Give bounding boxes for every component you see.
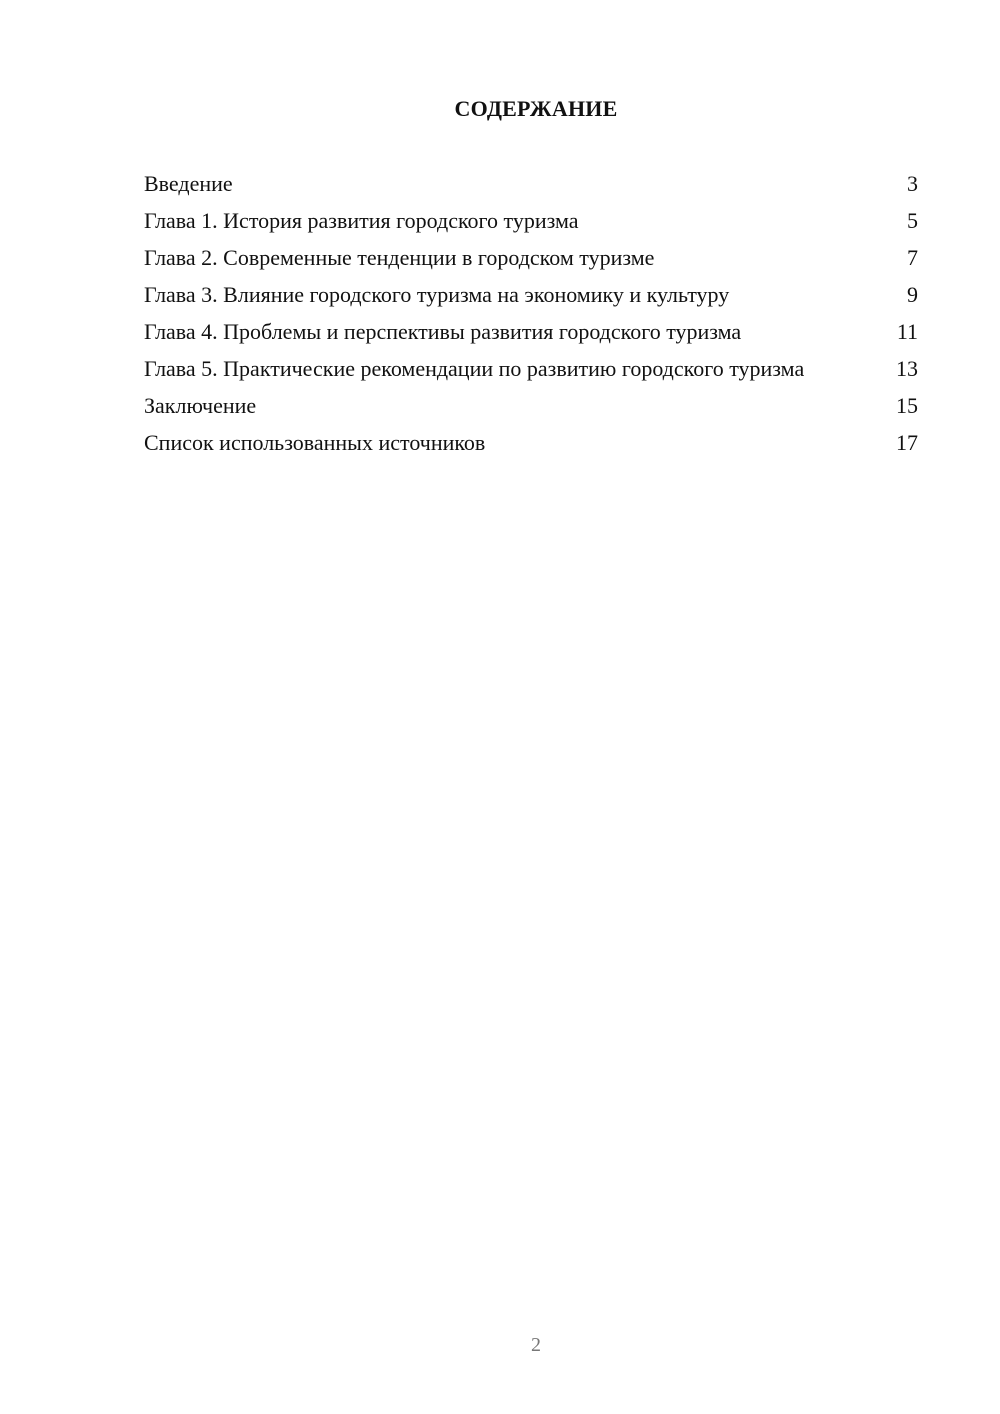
toc-item-page: 15 (896, 393, 918, 418)
toc-item-page: 7 (907, 245, 918, 270)
toc-item-page: 5 (907, 208, 918, 233)
toc-item-text: Введение (144, 171, 233, 196)
toc-item-conclusion (144, 392, 918, 419)
toc-item-chapter-3 (144, 281, 918, 308)
page-title: СОДЕРЖАНИЕ (454, 96, 618, 121)
toc-item-chapter-1 (144, 207, 918, 234)
toc-item-page: 9 (907, 282, 918, 307)
toc-item-references (144, 429, 918, 456)
toc-item-chapter-4 (144, 318, 918, 345)
table-of-contents (144, 170, 918, 466)
toc-item-text: Заключение (144, 393, 257, 418)
toc-item-introduction (144, 170, 918, 197)
toc-item-text: Список использованных источников (144, 430, 486, 455)
toc-item-text: Глава 5. Практические рекомендации по развитию городского туризма (144, 356, 805, 381)
toc-item-page: 3 (907, 171, 918, 196)
toc-item-page: 17 (896, 430, 918, 455)
toc-item-page: 11 (896, 319, 918, 344)
toc-item-page: 13 (896, 356, 918, 381)
toc-item-chapter-5 (144, 355, 918, 382)
page-number: 2 (531, 1334, 541, 1356)
toc-item-text: Глава 4. Проблемы и перспективы развития городского туризма (144, 319, 742, 344)
toc-item-text: Глава 2. Современные тенденции в городском туризме (144, 245, 655, 270)
toc-item-text: Глава 1. История развития городского туризма (144, 208, 579, 233)
toc-item-chapter-2 (144, 244, 918, 271)
toc-item-text: Глава 3. Влияние городского туризма на экономику и культуру (144, 282, 730, 307)
